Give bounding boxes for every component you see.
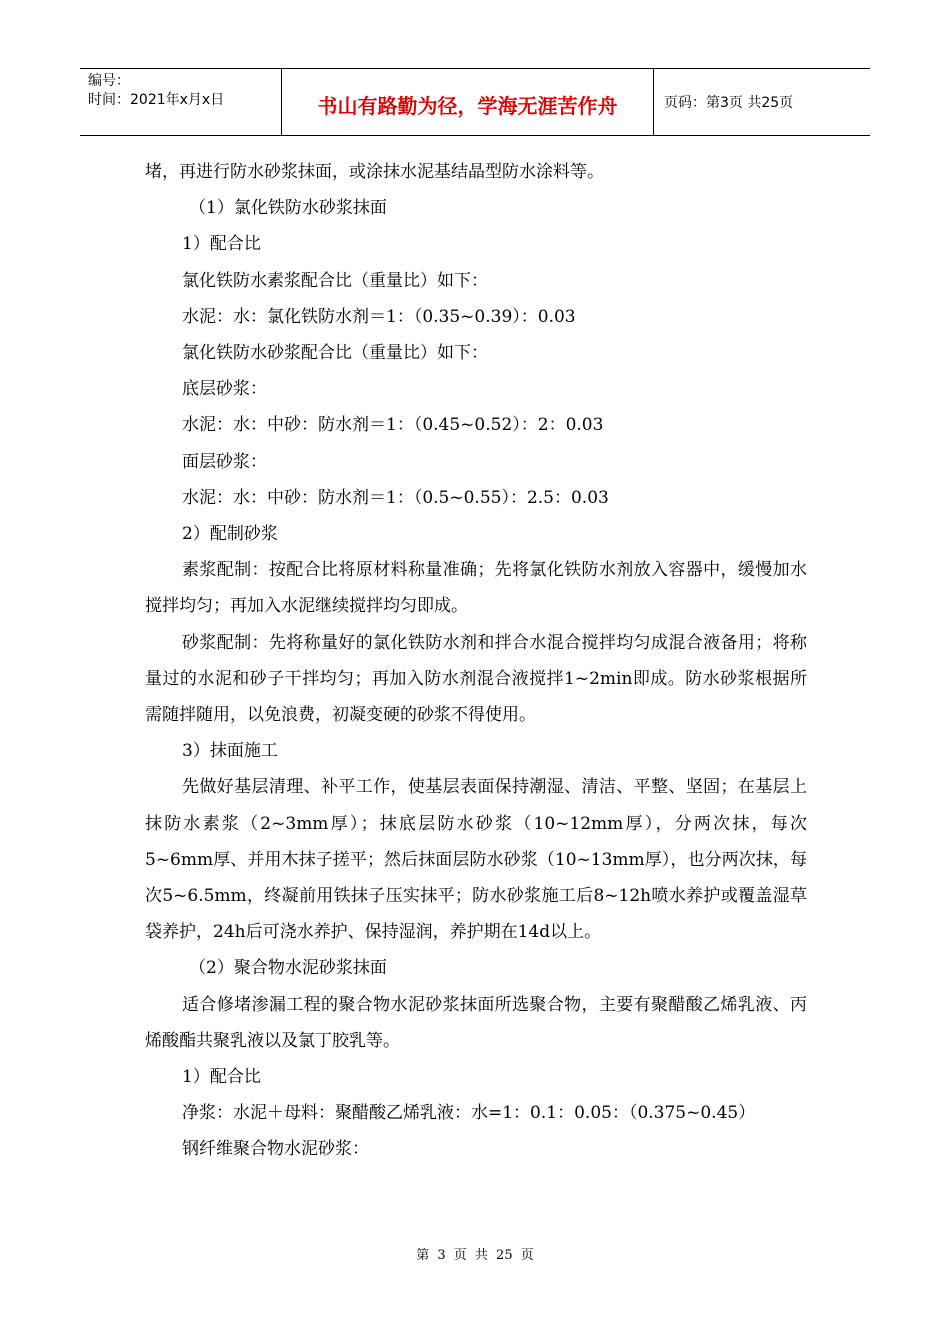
subsection-heading: 1）配合比 [182,1067,261,1088]
header-page-info: 页码：第3页 共25页 [664,95,794,111]
paragraph: 底层砂浆： [182,379,267,400]
page-footer: 第 3 页 共 25 页 [416,1248,534,1263]
paragraph: 堵，再进行防水砂浆抹面，或涂抹水泥基结晶型防水涂料等。 [145,162,604,182]
formula-line: 水泥：水：中砂：防水剂＝1：（0.45~0.52）：2：0.03 [182,415,604,436]
header-motto: 书山有路勤为径，学海无涯苦作舟 [282,69,654,135]
subsection-heading: 2）配制砂浆 [182,524,278,545]
paragraph: 钢纤维聚合物水泥砂浆： [182,1139,369,1160]
page-header [80,68,870,136]
paragraph: 素浆配制：按配合比将原材料称量准确；先将氯化铁防水剂放入容器中，缓慢加水搅拌均匀；再加入水泥继续搅拌均匀即成。 [145,560,807,617]
formula-line: 净浆：水泥＋母料：聚醋酸乙烯乳液：水=1：0.1：0.05：（0.375~0.45） [182,1103,756,1124]
paragraph: 氯化铁防水素浆配合比（重量比）如下： [182,270,488,291]
subsection-heading: 1）配合比 [182,234,261,255]
subsection-heading: 3）抹面施工 [182,741,278,762]
formula-line: 水泥：水：中砂：防水剂＝1：（0.5~0.55）：2.5：0.03 [182,487,609,508]
section-heading: （2）聚合物水泥砂浆抹面 [189,958,387,979]
paragraph: 砂浆配制：先将称量好的氯化铁防水剂和拌合水混合搅拌均匀成混合液备用；将称量过的水泥和砂子干拌均匀；再加入防水剂混合液搅拌1~2min即成。防水砂浆根据所需随拌随用，以免浪费，初凝变硬的砂浆不得使用。 [145,632,807,726]
formula-line: 水泥：水：氯化铁防水剂＝1：（0.35~0.39）：0.03 [182,306,576,327]
time-label: 时间：2021年x月x日 [88,92,225,108]
paragraph: 先做好基层清理、补平工作，使基层表面保持潮湿、清洁、平整、坚固；在基层上抹防水素浆（2~3mm厚）；抹底层防水砂浆（10~12mm厚），分两次抹，每次5~6mm厚、并用木抹子搓平；然后抹面层防水砂浆（10~13mm厚），也分两次抹，每次5~6.5mm，终凝前用铁抹子压实抹平；防水砂浆施工后8~12h喷水养护或覆盖湿草袋养护，24h后可浇水养护、保持湿润，养护期在14d以上。 [145,777,807,943]
paragraph: 面层砂浆： [182,451,267,472]
paragraph: 适合修堵渗漏工程的聚合物水泥砂浆抹面所选聚合物，主要有聚醋酸乙烯乳液、丙烯酸酯共聚乳液以及氯丁胶乳等。 [145,994,807,1051]
document-body [145,154,807,1168]
section-heading: （1）氯化铁防水砂浆抹面 [189,198,387,219]
header-meta [80,69,282,135]
number-label: 编号： [88,73,130,89]
paragraph: 氯化铁防水砂浆配合比（重量比）如下： [182,343,488,364]
